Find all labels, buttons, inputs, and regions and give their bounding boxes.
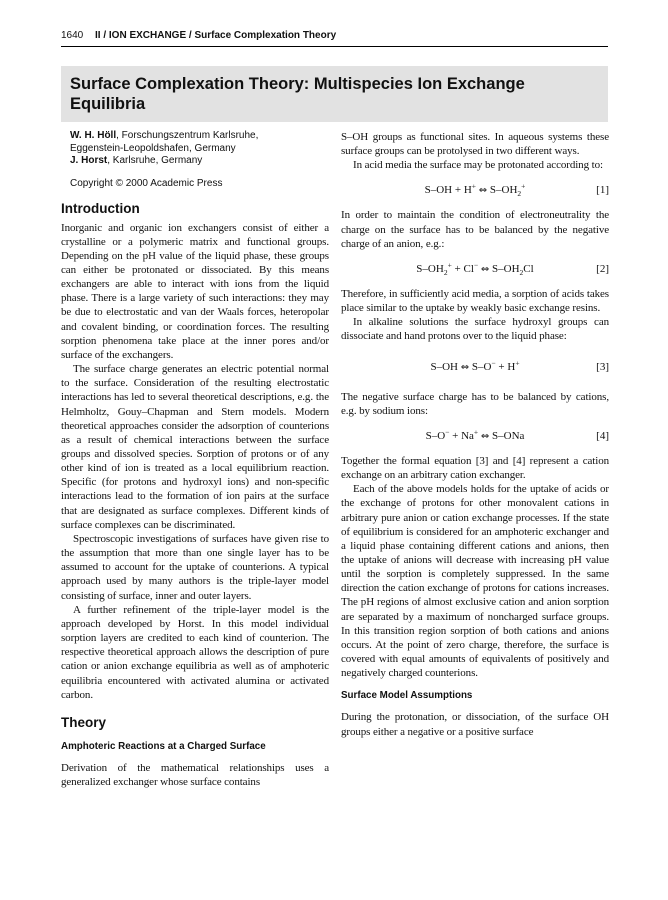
paragraph: During the protonation, or dissociation, of the surface OH groups either a negative or a positive surface <box>341 711 609 738</box>
right-column <box>341 130 609 739</box>
author-affiliation: Karlsruhe, Germany <box>112 155 203 166</box>
paragraph: A further refinement of the triple-layer model is the approach developed by Horst. In this model individual sorption layers are credited to each kind of counterion. The respective theoretical approach allows the description of pure cation or anion exchange equilibria as well as of amphoteric equilibria encountered with activated alumina or activated carbon. <box>61 603 329 701</box>
left-column <box>61 130 329 789</box>
paragraph: Spectroscopic investigations of surfaces have given rise to the assumption that more than one single layer has to be assumed to account for the uptake of counterions. A typical approach used by many authors is the triple-layer model consisting of surface, inner and outer layers. <box>61 532 329 602</box>
subsection-heading: Surface Model Assumptions <box>341 690 473 702</box>
copyright-notice: Copyright © 2000 Academic Press <box>70 177 223 189</box>
paragraph: Therefore, in sufficiently acid media, a sorption of acids takes place similar to the uptake by weakly basic exchange resins. <box>341 287 609 315</box>
paragraph: S–OH groups as functional sites. In aqueous systems these surface groups can be protolysed in two different ways. <box>341 131 609 158</box>
equation-3: S–OH ⇔ S–O− + H+ [3] <box>430 357 609 373</box>
section-heading: Theory <box>61 714 107 730</box>
section-heading: Introduction <box>61 200 140 216</box>
article-title: Surface Complexation Theory: Multispecies Ion Exchange Equilibria <box>70 75 525 113</box>
equation-2: $S-OH_2^+ + Cl^-$ ⇔ $S-OH_2Cl$ [2] <box>416 260 609 278</box>
paragraph: In order to maintain the condition of electroneutrality the charge on the surface has to be balanced by the negative charge of an anion, e.g.: <box>341 209 609 250</box>
paragraph: Derivation of the mathematical relationships uses a generalized exchanger whose surface contains <box>61 761 329 788</box>
author-name: W. H. Höll <box>70 130 117 141</box>
author-affiliation: Eggenstein-Leopoldshafen, Germany <box>70 142 236 154</box>
page-number: 1640 <box>61 30 84 41</box>
paragraph: The surface charge generates an electric potential normal to the surface. Consideration of the resulting electrostatic interactions has led to several theoretical descriptions, e.g. the Helmholtz, Gouy–Chapman and Stern models. Modern theoretical approaches consider the adsorption of counterions as a result of chemical interactions between the surface groups and dissolved species. Sorption of protons or of any other kind of ion is treated as a local equilibrium reaction. Specific (for protons and hydroxyl ions) and non-specific interactions lead to the formation of ion pairs at the surface that are designated as surface complexes. Different kinds of surface complexes can be discriminated. <box>61 363 329 531</box>
paragraph: In acid media the surface may be protonated according to: <box>353 159 603 172</box>
author-name: J. Horst <box>70 155 108 166</box>
author-block: W. H. Höll, Forschungszentrum Karlsruhe, Eggenstein-Leopoldshafen, Germany J. Horst, Karlsruhe, Germany <box>70 130 329 168</box>
equation-number: [3] <box>596 360 609 373</box>
equation-1: S–OH + H+ ⇔ $S-OH_2^+$ [1] <box>424 181 609 199</box>
equation-number: [1] <box>596 184 609 197</box>
title-banner <box>61 66 608 122</box>
paragraph: Inorganic and organic ion exchangers consist of either a crystalline or a polymeric matrix and functional groups. Depending on the pH value of the liquid phase, these groups can either be protonated or dissociated. By this means exchangers are able to interact with ions from the liquid phase. There is a large variety of such interactions: they may be due to electrostatic and van der Waals forces, heteropolar and covalent binding, or coordination forces. The resulting sorption phenomena take place at the inner pores and/or surface of the exchangers. <box>61 221 329 361</box>
paragraph: Each of the above models holds for the uptake of acids or the exchange of protons for other monovalent cations in arbitrary pure anion or cation exchange processes. If the state of equilibrium is considered for an amphoteric exchanger and a liquid phase containing different cations and anions, then the uptake of anions will decrease with increasing pH value until the sorption is completely suppressed. In the same direction the cation exchange of protons for cations increases. The pH regions of almost exclusive cation and anion sorption are separated by a maximum of noncharged surface groups. In this transition region sorption of both cations and anions occurs. At the point of zero charge, therefore, the surface is covered with equal amounts of equivalents of positively and negatively charged counterions. <box>341 483 609 680</box>
subsection-heading: Amphoteric Reactions at a Charged Surface <box>61 740 266 752</box>
running-header <box>61 28 608 47</box>
paragraph: The negative surface charge has to be balanced by cations, e.g. by sodium ions: <box>341 390 609 417</box>
paragraph: In alkaline solutions the surface hydroxyl groups can dissociate and hand protons over to the liquid phase: <box>341 316 609 343</box>
author-affiliation: Forschungszentrum Karlsruhe, <box>121 130 259 141</box>
running-head: II / ION EXCHANGE / Surface Complexation Theory <box>95 30 337 41</box>
equation-number: [4] <box>596 429 609 442</box>
equation-4: S–O− + Na+ ⇔ S–ONa [4] <box>425 427 609 442</box>
equation-number: [2] <box>596 262 609 275</box>
paragraph: Together the formal equation [3] and [4] represent a cation exchange on an arbitrary cation exchanger. <box>341 454 609 482</box>
